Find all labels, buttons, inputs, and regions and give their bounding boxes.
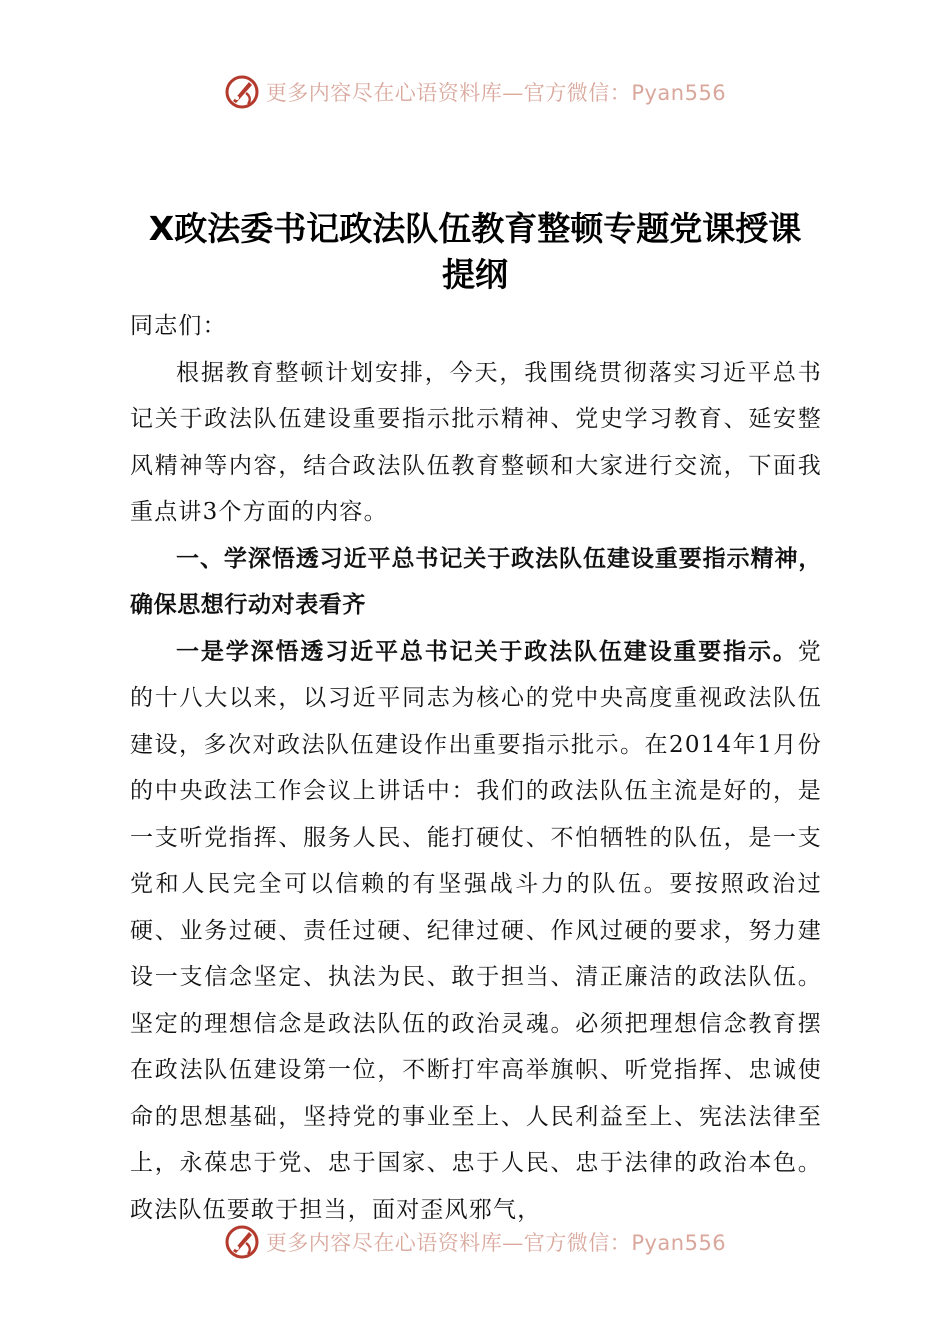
intro-paragraph: 根据教育整顿计划安排，今天，我围绕贯彻落实习近平总书记关于政法队伍建设重要指示批示精神、党史学习教育、延安整风精神等内容，结合政法队伍教育整顿和大家进行交流，下面我重点讲3个方面的内容。: [130, 359, 822, 525]
document-title-line-1: X政法委书记政法队伍教育整顿专题党课授课: [148, 209, 802, 248]
pen-nib-logo-icon: [224, 74, 260, 110]
pen-nib-logo-icon: [224, 1224, 260, 1260]
document-title-line-2: 提纲: [442, 255, 508, 294]
watermark-wechat-id: Pyan556: [631, 1231, 727, 1255]
watermark-banner-top: [0, 70, 950, 114]
watermark-text: 更多内容尽在心语资料库—官方微信：Pyan556: [265, 81, 727, 105]
section-1-heading: 一、学深悟透习近平总书记关于政法队伍建设重要指示精神，确保思想行动对表看齐: [130, 545, 822, 618]
document-title: [100, 206, 850, 298]
watermark-text: 更多内容尽在心语资料库—官方微信：Pyan556: [265, 1231, 727, 1255]
section-1-body: 党的十八大以来，以习近平同志为核心的党中央高度重视政法队伍建设，多次对政法队伍建设作出重要指示批示。在2014年1月份的中央政法工作会议上讲话中：我们的政法队伍主流是好的，是一支听党指挥、服务人民、能打硬仗、不怕牺牲的队伍，是一支党和人民完全可以信赖的有坚强战斗力的队伍。要按照政治过硬、业务过硬、责任过硬、纪律过硬、作风过硬的要求，努力建设一支信念坚定、执法为民、敢于担当、清正廉洁的政法队伍。坚定的理想信念是政法队伍的政治灵魂。必须把理想信念教育摆在政法队伍建设第一位，不断打牢高举旗帜、听党指挥、忠诚使命的思想基础，坚持党的事业至上、人民利益至上、宪法法律至上，永葆忠于党、忠于国家、忠于人民、忠于法律的政治本色。政法队伍要敢于担当，面对歪风邪气，: [130, 638, 822, 1223]
salutation: 同志们：: [130, 313, 227, 339]
watermark-wechat-id: Pyan556: [631, 81, 727, 105]
section-1-lead: 一是学深悟透习近平总书记关于政法队伍建设重要指示。: [176, 637, 798, 665]
document-body: [130, 303, 822, 1233]
section-1-paragraph: [130, 629, 822, 1234]
watermark-banner-bottom: [0, 1220, 950, 1264]
